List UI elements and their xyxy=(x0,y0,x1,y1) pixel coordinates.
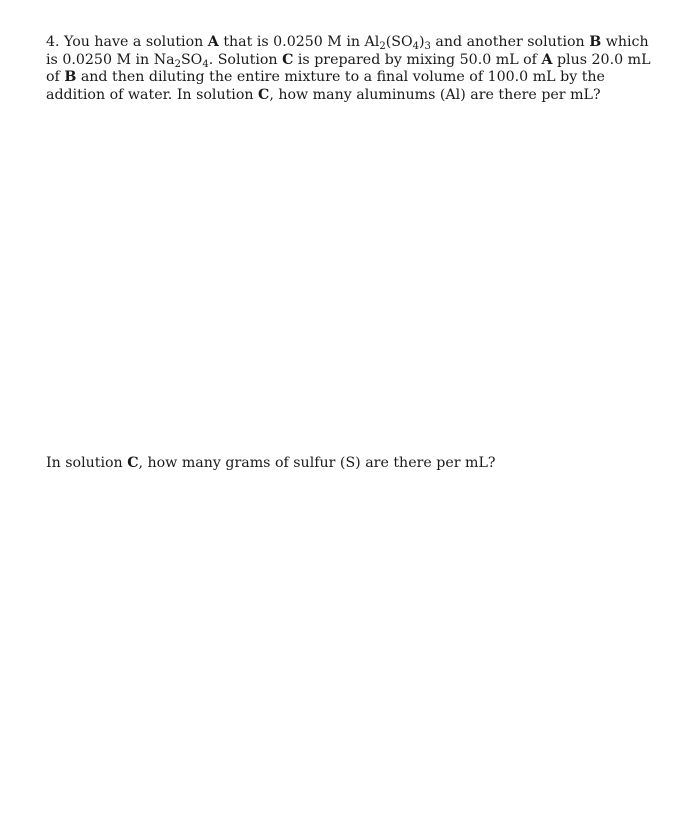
solution-c-label: C xyxy=(282,51,294,68)
subscript: 3 xyxy=(424,41,431,52)
followup-text-segment: In solution xyxy=(46,455,128,471)
question-text-segment: SO xyxy=(180,51,203,68)
subscript: 4 xyxy=(412,41,419,52)
question-text-segment: ) xyxy=(418,34,425,50)
question-text-segment: , how many aluminums (Al) are there per mL? xyxy=(269,86,601,103)
solution-a-label: A xyxy=(207,34,219,50)
question-text-segment: and then diluting the entire mixture to a final volume of 100.0 mL by the addition of water. In solution xyxy=(46,69,605,103)
question-text-segment: that is 0.0250 M in Al xyxy=(218,34,380,50)
question-text-segment: plus 20.0 mL of xyxy=(46,51,651,85)
subscript: 4 xyxy=(202,58,209,70)
solution-c-label: C xyxy=(258,86,270,103)
question-text-segment: You have a solution xyxy=(59,34,208,50)
solution-a-label: A xyxy=(541,51,553,68)
question-number: 4. xyxy=(46,34,60,50)
question-text-segment: and another solution xyxy=(430,34,590,50)
subscript: 2 xyxy=(379,41,386,52)
solution-c-label: C xyxy=(127,455,139,471)
question-text-segment: (SO xyxy=(385,34,413,50)
solution-b-label: B xyxy=(64,69,77,85)
followup-question-text xyxy=(46,455,646,473)
question-4-text xyxy=(46,34,658,104)
solution-b-label: B xyxy=(589,34,602,50)
followup-text-segment: , how many grams of sulfur (S) are there per mL? xyxy=(138,455,496,471)
question-text-segment: which is 0.0250 M in Na xyxy=(46,34,649,68)
subscript: 2 xyxy=(174,58,181,70)
question-text-segment: . Solution xyxy=(208,51,283,68)
question-text-segment: is prepared by mixing 50.0 mL of xyxy=(293,51,542,68)
